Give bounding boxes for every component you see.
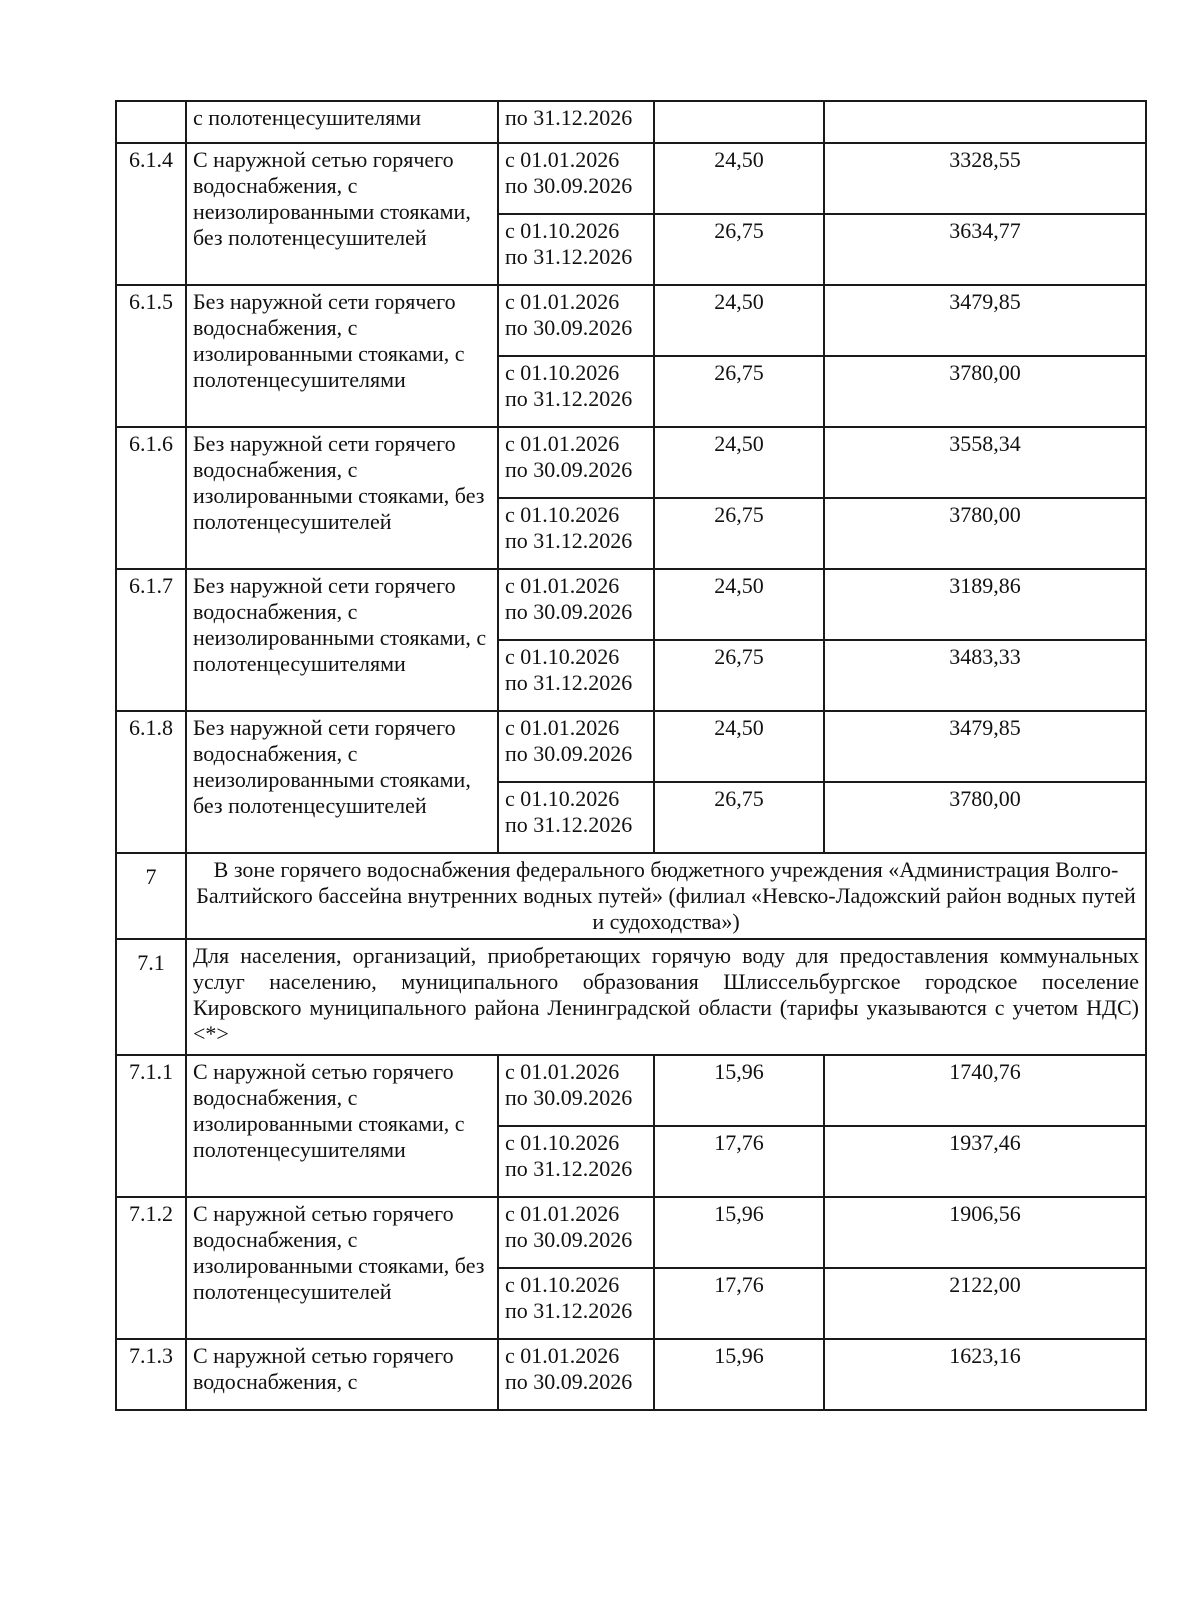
row-number: 6.1.8 xyxy=(116,711,186,853)
row-number: 7.1.3 xyxy=(116,1339,186,1410)
row-rate: 24,50 xyxy=(654,427,824,498)
row-rate: 24,50 xyxy=(654,711,824,782)
row-amount: 3483,33 xyxy=(824,640,1146,711)
row-number: 7.1.1 xyxy=(116,1055,186,1197)
row-rate: 15,96 xyxy=(654,1055,824,1126)
row-period: с 01.10.2026 по 31.12.2026 xyxy=(498,498,654,569)
row-description: с полотенцесушителями xyxy=(186,101,498,143)
section-number: 7.1 xyxy=(116,939,186,1055)
row-number: 6.1.5 xyxy=(116,285,186,427)
row-amount: 3479,85 xyxy=(824,711,1146,782)
row-number: 6.1.7 xyxy=(116,569,186,711)
row-amount: 3328,55 xyxy=(824,143,1146,214)
row-amount: 3780,00 xyxy=(824,498,1146,569)
tariff-table xyxy=(115,100,1147,1411)
table-row xyxy=(116,1197,1146,1268)
table-row xyxy=(116,569,1146,640)
row-period: с 01.10.2026 по 31.12.2026 xyxy=(498,214,654,285)
row-rate: 15,96 xyxy=(654,1339,824,1410)
row-rate: 24,50 xyxy=(654,143,824,214)
row-period: с 01.01.2026 по 30.09.2026 xyxy=(498,143,654,214)
row-description: С наружной сетью горячего водоснабжения, с изолированными стояками, без полотенцесушителей xyxy=(186,1197,498,1339)
row-rate xyxy=(654,101,824,143)
table-row xyxy=(116,711,1146,782)
row-amount: 3558,34 xyxy=(824,427,1146,498)
row-rate: 17,76 xyxy=(654,1126,824,1197)
row-description: Без наружной сети горячего водоснабжения, с изолированными стояками, без полотенцесушителей xyxy=(186,427,498,569)
row-amount: 1740,76 xyxy=(824,1055,1146,1126)
continuation-row xyxy=(116,101,1146,143)
row-rate: 24,50 xyxy=(654,285,824,356)
row-period: с 01.10.2026 по 31.12.2026 xyxy=(498,1126,654,1197)
row-description: Без наружной сети горячего водоснабжения, с изолированными стояками, с полотенцесушителями xyxy=(186,285,498,427)
table-row xyxy=(116,143,1146,214)
table-row xyxy=(116,1339,1146,1410)
row-amount: 3780,00 xyxy=(824,356,1146,427)
row-period: с 01.01.2026 по 30.09.2026 xyxy=(498,1339,654,1410)
row-rate: 15,96 xyxy=(654,1197,824,1268)
row-rate: 26,75 xyxy=(654,356,824,427)
row-rate: 26,75 xyxy=(654,214,824,285)
row-period: с 01.10.2026 по 31.12.2026 xyxy=(498,782,654,853)
section-7-1-row xyxy=(116,939,1146,1055)
row-period: с 01.01.2026 по 30.09.2026 xyxy=(498,1197,654,1268)
row-number: 6.1.6 xyxy=(116,427,186,569)
row-description: Без наружной сети горячего водоснабжения, с неизолированными стояками, с полотенцесушителями xyxy=(186,569,498,711)
row-rate: 17,76 xyxy=(654,1268,824,1339)
row-period: с 01.10.2026 по 31.12.2026 xyxy=(498,1268,654,1339)
row-amount: 3634,77 xyxy=(824,214,1146,285)
row-number xyxy=(116,101,186,143)
row-period: с 01.01.2026 по 30.09.2026 xyxy=(498,711,654,782)
table-row xyxy=(116,1055,1146,1126)
row-rate: 24,50 xyxy=(654,569,824,640)
row-amount: 2122,00 xyxy=(824,1268,1146,1339)
row-period: с 01.01.2026 по 30.09.2026 xyxy=(498,427,654,498)
row-description: С наружной сетью горячего водоснабжения, с xyxy=(186,1339,498,1410)
row-amount: 3780,00 xyxy=(824,782,1146,853)
table-row xyxy=(116,427,1146,498)
row-description: С наружной сетью горячего водоснабжения, с неизолированными стояками, без полотенцесушителей xyxy=(186,143,498,285)
section-title: В зоне горячего водоснабжения федерального бюджетного учреждения «Администрация Волго-Балтийского бассейна внутренних водных путей» (филиал «Невско-Ладожский район водных путей и судоходства») xyxy=(186,853,1146,939)
row-period: по 31.12.2026 xyxy=(498,101,654,143)
row-amount: 3189,86 xyxy=(824,569,1146,640)
row-period: с 01.01.2026 по 30.09.2026 xyxy=(498,1055,654,1126)
row-amount: 1937,46 xyxy=(824,1126,1146,1197)
row-period: с 01.10.2026 по 31.12.2026 xyxy=(498,356,654,427)
row-rate: 26,75 xyxy=(654,498,824,569)
row-rate: 26,75 xyxy=(654,782,824,853)
row-number: 7.1.2 xyxy=(116,1197,186,1339)
row-amount: 1906,56 xyxy=(824,1197,1146,1268)
row-period: с 01.01.2026 по 30.09.2026 xyxy=(498,569,654,640)
row-period: с 01.10.2026 по 31.12.2026 xyxy=(498,640,654,711)
row-rate: 26,75 xyxy=(654,640,824,711)
table-row xyxy=(116,285,1146,356)
row-period: с 01.01.2026 по 30.09.2026 xyxy=(498,285,654,356)
row-description: Без наружной сети горячего водоснабжения, с неизолированными стояками, без полотенцесушителей xyxy=(186,711,498,853)
row-amount: 1623,16 xyxy=(824,1339,1146,1410)
row-amount: 3479,85 xyxy=(824,285,1146,356)
section-text: Для населения, организаций, приобретающих горячую воду для предоставления коммунальных услуг населению, муниципального образования Шлиссельбургское городское поселение Кировского муниципального района Ленинградской области (тарифы указываются с учетом НДС) <*> xyxy=(186,939,1146,1055)
row-amount xyxy=(824,101,1146,143)
section-7-row xyxy=(116,853,1146,939)
section-number: 7 xyxy=(116,853,186,939)
row-description: С наружной сетью горячего водоснабжения, с изолированными стояками, с полотенцесушителями xyxy=(186,1055,498,1197)
row-number: 6.1.4 xyxy=(116,143,186,285)
